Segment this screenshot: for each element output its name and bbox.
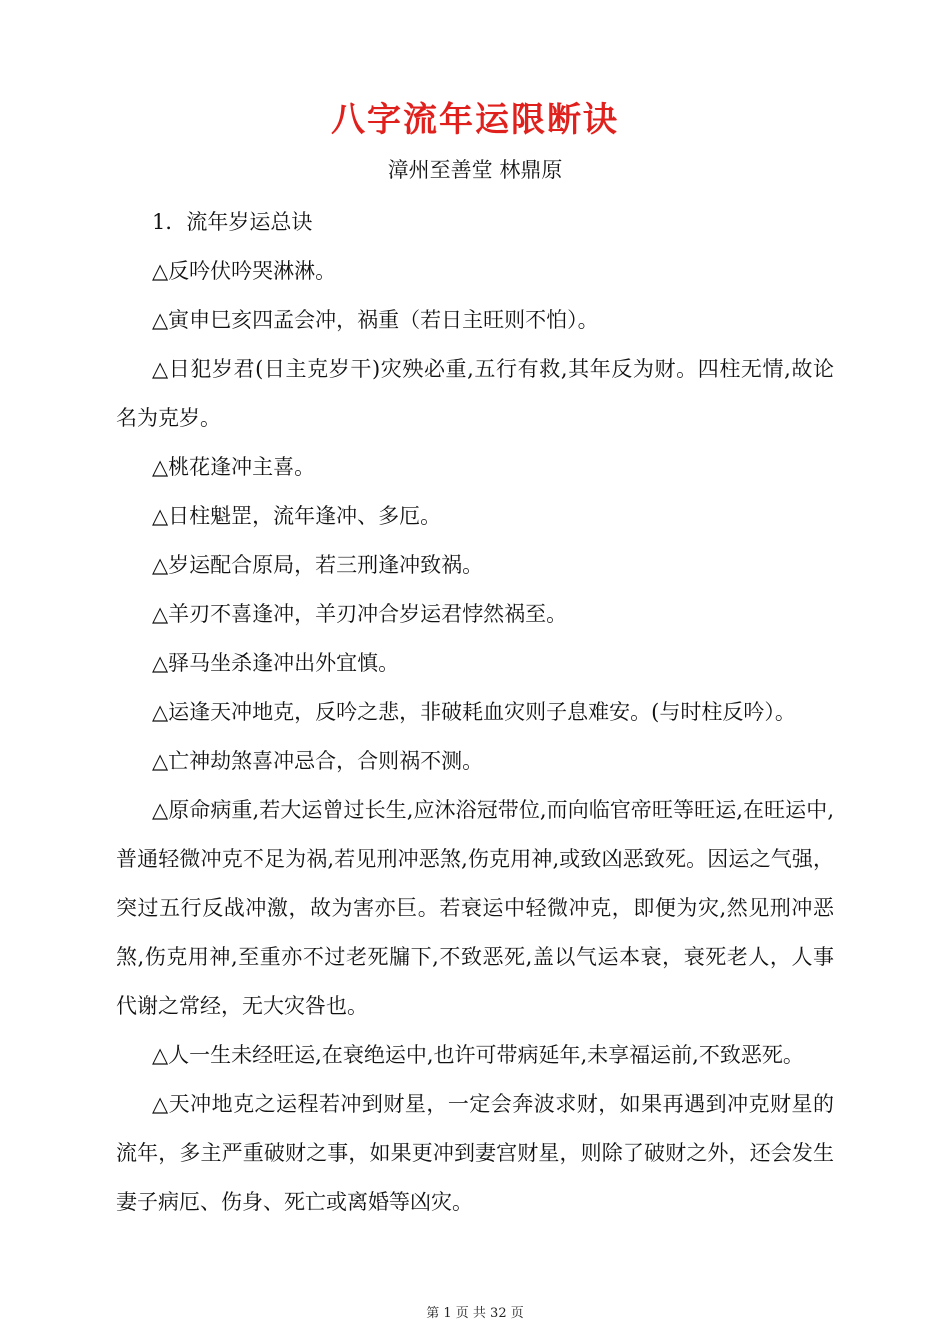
- paragraph: △人一生未经旺运,在衰绝运中,也许可带病延年,未享福运前,不致恶死。: [152, 1043, 804, 1067]
- document-body: [116, 198, 834, 1227]
- paragraph: △岁运配合原局，若三刑逢冲致祸。: [152, 553, 484, 577]
- paragraph: △亡神劫煞喜冲忌合，合则祸不测。: [152, 749, 484, 773]
- section-heading: 1．流年岁运总诀: [152, 210, 313, 234]
- paragraph: △驿马坐杀逢冲出外宜慎。: [152, 651, 400, 675]
- page-footer: 第 1 页 共 32 页: [426, 1306, 524, 1321]
- paragraph: △桃花逢冲主喜。: [152, 455, 316, 479]
- paragraph: △日柱魁罡，流年逢冲、多厄。: [152, 504, 442, 528]
- paragraph: △原命病重,若大运曾过长生,应沐浴冠带位,而向临官帝旺等旺运,在旺运中,普通轻微冲克不足为祸,若见刑冲恶煞,伤克用神,或致凶恶致死。因运之气强，突过五行反战冲激，故为害亦巨。若衰运中轻微冲克，即便为灾,然见刑冲恶煞,伤克用神,至重亦不过老死牖下,不致恶死,盖以气运本衰，衰死老人，人事代谢之常经，无大灾咎也。: [116, 798, 834, 1018]
- paragraph: △羊刃不喜逢冲，羊刃冲合岁运君悖然祸至。: [152, 602, 568, 626]
- paragraph: △天冲地克之运程若冲到财星，一定会奔波求财，如果再遇到冲克财星的流年，多主严重破财之事，如果更冲到妻宫财星，则除了破财之外，还会发生妻子病厄、伤身、死亡或离婚等凶灾。: [116, 1092, 834, 1214]
- document-subtitle: 漳州至善堂 林鼎原: [387, 158, 563, 182]
- paragraph: △寅申巳亥四孟会冲，祸重（若日主旺则不怕）。: [152, 308, 599, 332]
- document-title: 八字流年运限断诀: [331, 100, 619, 140]
- paragraph: △日犯岁君(日主克岁干)灾殃必重,五行有救,其年反为财。四柱无情,故论名为克岁。: [116, 357, 834, 430]
- paragraph: △反吟伏吟哭淋淋。: [152, 259, 337, 283]
- paragraph: △运逢天冲地克，反吟之悲，非破耗血灾则子息难安。(与时柱反吟）。: [152, 700, 796, 724]
